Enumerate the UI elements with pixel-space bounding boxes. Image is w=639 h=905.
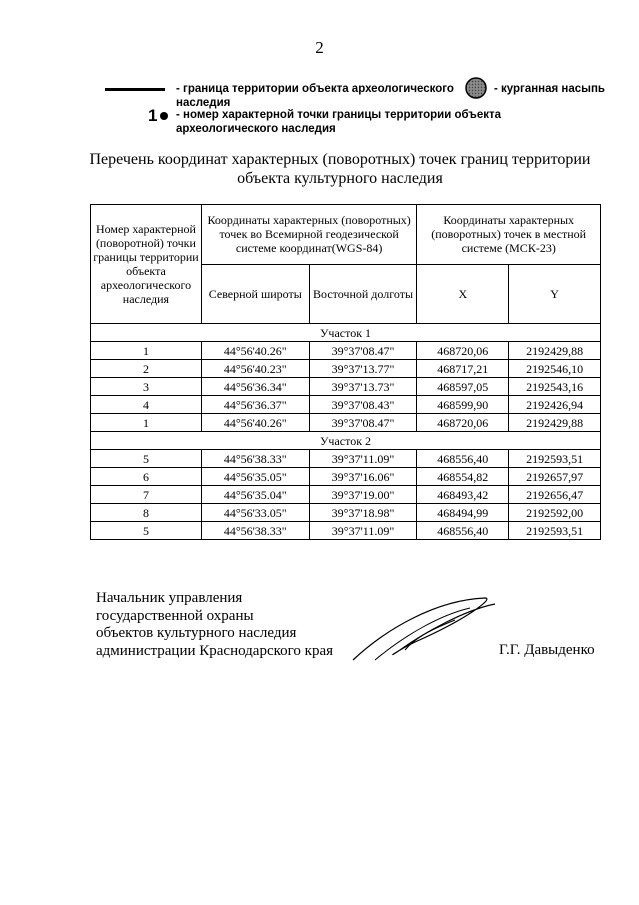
cell-north: 44°56'33.05" (201, 504, 309, 522)
cell-north: 44°56'35.05" (201, 468, 309, 486)
point-dot-icon (160, 112, 168, 120)
cell-north: 44°56'40.26" (201, 342, 309, 360)
header-msk: Координаты характерных (поворотных) точек в местной системе (МСК-23) (417, 205, 601, 265)
signatory-position (96, 590, 333, 660)
table-row (91, 378, 601, 396)
cell-north: 44°56'38.33" (201, 522, 309, 540)
cell-north: 44°56'35.04" (201, 486, 309, 504)
table-row (91, 396, 601, 414)
page-number: 2 (315, 38, 324, 57)
cell-y: 2192592,00 (509, 504, 601, 522)
header-point-number: Номер характерной (поворотной) точки границы территории объекта археологического наследия (91, 205, 202, 324)
point-legend-text: - номер характерной точки границы территории объекта археологического наследия (176, 109, 501, 135)
cell-point: 5 (91, 522, 202, 540)
boundary-legend-text: - граница территории объекта археологического наследия (176, 83, 454, 109)
cell-y: 2192656,47 (509, 486, 601, 504)
header-wgs: Координаты характерных (поворотных) точек во Всемирной геодезической системе координат(WGS-84) (201, 205, 417, 265)
mound-legend-text: - курганная насыпь (494, 83, 606, 95)
section-title: Участок 1 (91, 324, 601, 342)
cell-x: 468554,82 (417, 468, 509, 486)
position-line: государственной охраны (96, 607, 254, 624)
point-number-symbol: 1 (148, 106, 158, 125)
cell-y: 2192593,51 (509, 522, 601, 540)
header-east: Восточной долготы (309, 264, 417, 324)
cell-x: 468720,06 (417, 414, 509, 432)
mound-icon (465, 77, 487, 99)
section-title: Участок 2 (91, 432, 601, 450)
table-row (91, 522, 601, 540)
cell-north: 44°56'40.26" (201, 414, 309, 432)
cell-east: 39°37'11.09" (309, 450, 417, 468)
table-row (91, 450, 601, 468)
table-row (91, 486, 601, 504)
cell-y: 2192543,16 (509, 378, 601, 396)
document-title: Перечень координат характерных (поворотных) точек границ территории объекта культурного наследия (89, 151, 591, 187)
position-line: объектов культурного наследия (96, 625, 297, 641)
cell-point: 1 (91, 414, 202, 432)
cell-east: 39°37'18.98" (309, 504, 417, 522)
cell-x: 468599,90 (417, 396, 509, 414)
cell-y: 2192429,88 (509, 414, 601, 432)
cell-east: 39°37'13.77" (309, 360, 417, 378)
cell-east: 39°37'08.43" (309, 396, 417, 414)
cell-north: 44°56'36.34" (201, 378, 309, 396)
position-line: администрации Краснодарского края (96, 642, 334, 659)
cell-point: 7 (91, 486, 202, 504)
cell-point: 2 (91, 360, 202, 378)
cell-north: 44°56'36.37" (201, 396, 309, 414)
cell-x: 468717,21 (417, 360, 509, 378)
header-north: Северной широты (201, 264, 309, 324)
cell-x: 468493,42 (417, 486, 509, 504)
coordinates-table (90, 204, 601, 540)
cell-point: 4 (91, 396, 202, 414)
cell-east: 39°37'16.06" (309, 468, 417, 486)
header-x: X (417, 264, 509, 324)
cell-north: 44°56'38.33" (201, 450, 309, 468)
boundary-line-symbol (105, 88, 165, 91)
cell-east: 39°37'08.47" (309, 414, 417, 432)
table-row (91, 504, 601, 522)
cell-y: 2192426,94 (509, 396, 601, 414)
cell-point: 3 (91, 378, 202, 396)
table-row (91, 342, 601, 360)
cell-north: 44°56'40.23" (201, 360, 309, 378)
cell-point: 8 (91, 504, 202, 522)
cell-point: 6 (91, 468, 202, 486)
cell-y: 2192429,88 (509, 342, 601, 360)
cell-x: 468597,05 (417, 378, 509, 396)
handwritten-signature (345, 590, 505, 670)
signatory-name: Г.Г. Давыденко (499, 642, 595, 658)
cell-y: 2192657,97 (509, 468, 601, 486)
cell-y: 2192546,10 (509, 360, 601, 378)
table-row (91, 360, 601, 378)
cell-x: 468494,99 (417, 504, 509, 522)
cell-y: 2192593,51 (509, 450, 601, 468)
cell-x: 468556,40 (417, 522, 509, 540)
cell-east: 39°37'11.09" (309, 522, 417, 540)
cell-east: 39°37'19.00" (309, 486, 417, 504)
header-y: Y (509, 264, 601, 324)
cell-x: 468556,40 (417, 450, 509, 468)
cell-east: 39°37'13.73" (309, 378, 417, 396)
table-row (91, 414, 601, 432)
table-row (91, 468, 601, 486)
cell-x: 468720,06 (417, 342, 509, 360)
cell-point: 1 (91, 342, 202, 360)
position-line: Начальник управления (96, 590, 243, 606)
cell-point: 5 (91, 450, 202, 468)
cell-east: 39°37'08.47" (309, 342, 417, 360)
